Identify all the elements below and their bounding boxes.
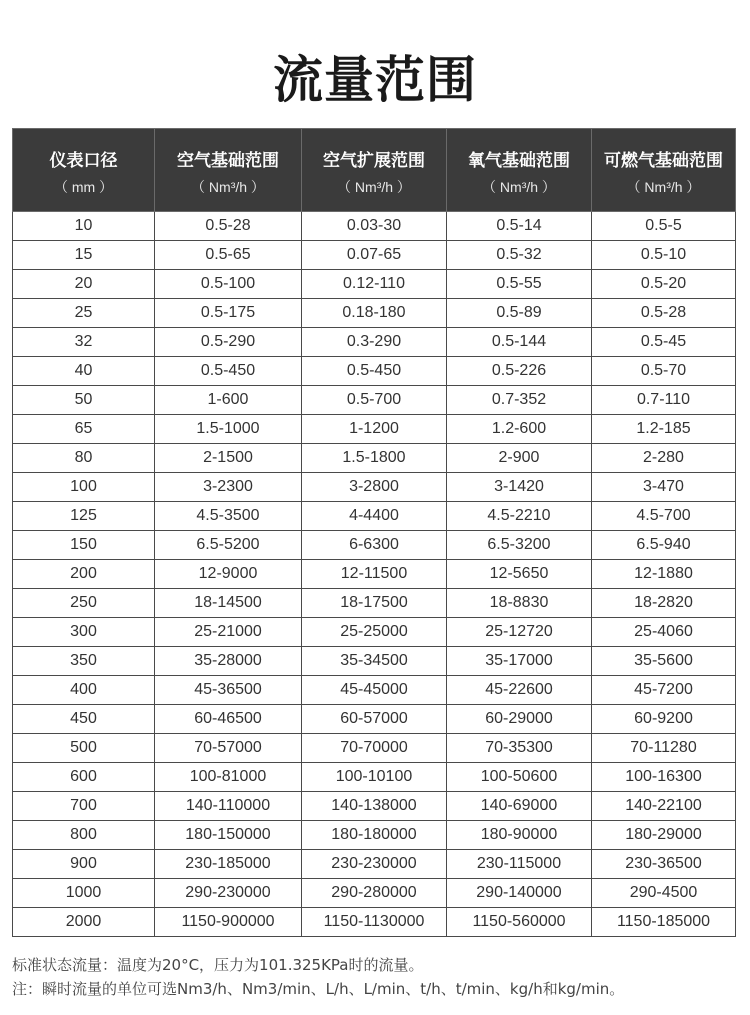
- table-cell: 0.07-65: [302, 241, 447, 270]
- table-cell: 10: [13, 212, 155, 241]
- table-cell: 25-4060: [592, 618, 736, 647]
- table-cell: 0.5-28: [592, 299, 736, 328]
- table-cell: 32: [13, 328, 155, 357]
- table-cell: 12-5650: [447, 560, 592, 589]
- table-cell: 600: [13, 763, 155, 792]
- column-header-unit: （ Nm³/h ）: [191, 178, 265, 195]
- table-cell: 0.12-110: [302, 270, 447, 299]
- table-cell: 1.5-1800: [302, 444, 447, 473]
- column-header-label: 空气基础范围: [177, 150, 279, 171]
- table-cell: 35-28000: [155, 647, 302, 676]
- table-cell: 350: [13, 647, 155, 676]
- table-cell: 35-17000: [447, 647, 592, 676]
- table-cell: 4-4400: [302, 502, 447, 531]
- table-cell: 0.5-450: [302, 357, 447, 386]
- table-cell: 45-45000: [302, 676, 447, 705]
- table-row: [13, 618, 736, 647]
- table-row: [13, 792, 736, 821]
- unit-options-note: 注：瞬时流量的单位可选Nm3/h、Nm3/min、L/h、L/min、t/h、t/min、kg/h和kg/min。: [12, 980, 625, 998]
- table-cell: 1150-900000: [155, 908, 302, 937]
- table-cell: 2-900: [447, 444, 592, 473]
- table-cell: 100-16300: [592, 763, 736, 792]
- table-row: [13, 763, 736, 792]
- header-oxygen-basic-range: [447, 129, 592, 212]
- table-cell: 60-57000: [302, 705, 447, 734]
- table-cell: 450: [13, 705, 155, 734]
- table-cell: 4.5-2210: [447, 502, 592, 531]
- table-cell: 18-2820: [592, 589, 736, 618]
- table-cell: 230-185000: [155, 850, 302, 879]
- table-cell: 25-12720: [447, 618, 592, 647]
- table-cell: 0.5-45: [592, 328, 736, 357]
- table-cell: 290-4500: [592, 879, 736, 908]
- table-cell: 140-110000: [155, 792, 302, 821]
- header-air-extended-range: [302, 129, 447, 212]
- column-header-unit: （ Nm³/h ）: [337, 178, 411, 195]
- table-row: [13, 299, 736, 328]
- table-row: [13, 647, 736, 676]
- table-row: [13, 502, 736, 531]
- table-cell: 1000: [13, 879, 155, 908]
- table-cell: 6.5-940: [592, 531, 736, 560]
- table-cell: 1.5-1000: [155, 415, 302, 444]
- table-cell: 25-25000: [302, 618, 447, 647]
- table-row: [13, 531, 736, 560]
- column-header-unit: （ Nm³/h ）: [626, 178, 701, 195]
- table-row: [13, 473, 736, 502]
- table-cell: 70-57000: [155, 734, 302, 763]
- table-cell: 140-22100: [592, 792, 736, 821]
- table-cell: 1-1200: [302, 415, 447, 444]
- table-cell: 65: [13, 415, 155, 444]
- table-cell: 1150-560000: [447, 908, 592, 937]
- table-row: [13, 270, 736, 299]
- flow-range-table: [12, 128, 736, 937]
- column-header-unit: （ Nm³/h ）: [482, 178, 556, 195]
- column-header-label: 仪表口径: [49, 150, 118, 171]
- table-cell: 25: [13, 299, 155, 328]
- table-cell: 45-36500: [155, 676, 302, 705]
- column-header-label: 空气扩展范围: [323, 150, 425, 171]
- table-cell: 180-29000: [592, 821, 736, 850]
- table-cell: 12-9000: [155, 560, 302, 589]
- table-header: [13, 129, 736, 212]
- table-cell: 100: [13, 473, 155, 502]
- table-row: [13, 850, 736, 879]
- page-title: 流量范围: [273, 51, 477, 109]
- table-cell: 700: [13, 792, 155, 821]
- table-row: [13, 821, 736, 850]
- table-cell: 800: [13, 821, 155, 850]
- table-cell: 125: [13, 502, 155, 531]
- table-cell: 18-8830: [447, 589, 592, 618]
- table-cell: 400: [13, 676, 155, 705]
- table-cell: 0.5-28: [155, 212, 302, 241]
- column-header-label: 氧气基础范围: [468, 150, 570, 171]
- table-cell: 0.5-100: [155, 270, 302, 299]
- table-cell: 45-22600: [447, 676, 592, 705]
- table-cell: 6.5-3200: [447, 531, 592, 560]
- table-cell: 250: [13, 589, 155, 618]
- table-cell: 50: [13, 386, 155, 415]
- table-cell: 2-1500: [155, 444, 302, 473]
- table-cell: 35-34500: [302, 647, 447, 676]
- table-row: [13, 241, 736, 270]
- table-cell: 180-90000: [447, 821, 592, 850]
- table-cell: 290-140000: [447, 879, 592, 908]
- table-cell: 0.5-450: [155, 357, 302, 386]
- table-cell: 80: [13, 444, 155, 473]
- table-cell: 0.5-226: [447, 357, 592, 386]
- table-cell: 4.5-700: [592, 502, 736, 531]
- table-cell: 2000: [13, 908, 155, 937]
- header-combustible-gas-basic-range: [592, 129, 736, 212]
- table-cell: 35-5600: [592, 647, 736, 676]
- header-meter-diameter: [13, 129, 155, 212]
- table-cell: 1.2-600: [447, 415, 592, 444]
- table-cell: 0.5-20: [592, 270, 736, 299]
- table-cell: 230-36500: [592, 850, 736, 879]
- table-cell: 3-1420: [447, 473, 592, 502]
- table-cell: 300: [13, 618, 155, 647]
- table-cell: 1-600: [155, 386, 302, 415]
- table-row: [13, 328, 736, 357]
- table-cell: 0.5-700: [302, 386, 447, 415]
- table-cell: 12-11500: [302, 560, 447, 589]
- table-cell: 1150-185000: [592, 908, 736, 937]
- table-row: [13, 560, 736, 589]
- table-cell: 70-11280: [592, 734, 736, 763]
- table-row: [13, 908, 736, 937]
- table-cell: 180-150000: [155, 821, 302, 850]
- table-row: [13, 415, 736, 444]
- table-cell: 140-69000: [447, 792, 592, 821]
- table-row: [13, 212, 736, 241]
- column-header-unit: （ mm ）: [53, 178, 114, 195]
- table-cell: 180-180000: [302, 821, 447, 850]
- table-cell: 0.5-55: [447, 270, 592, 299]
- table-row: [13, 705, 736, 734]
- table-cell: 45-7200: [592, 676, 736, 705]
- table-cell: 230-230000: [302, 850, 447, 879]
- table-cell: 1.2-185: [592, 415, 736, 444]
- table-cell: 290-280000: [302, 879, 447, 908]
- table-cell: 0.5-70: [592, 357, 736, 386]
- table-cell: 100-10100: [302, 763, 447, 792]
- standard-condition-note: 标准状态流量：温度为20°C，压力为101.325KPa时的流量。: [12, 956, 424, 974]
- header-row: [13, 129, 736, 212]
- table-body: [13, 212, 736, 937]
- table-cell: 150: [13, 531, 155, 560]
- table-cell: 6-6300: [302, 531, 447, 560]
- table-cell: 20: [13, 270, 155, 299]
- table-cell: 0.3-290: [302, 328, 447, 357]
- table-cell: 0.5-175: [155, 299, 302, 328]
- table-cell: 100-50600: [447, 763, 592, 792]
- table-cell: 60-29000: [447, 705, 592, 734]
- table-cell: 900: [13, 850, 155, 879]
- table-row: [13, 357, 736, 386]
- table-cell: 0.5-14: [447, 212, 592, 241]
- table-cell: 0.7-352: [447, 386, 592, 415]
- table-cell: 3-2300: [155, 473, 302, 502]
- table-row: [13, 589, 736, 618]
- table-cell: 0.18-180: [302, 299, 447, 328]
- table-cell: 12-1880: [592, 560, 736, 589]
- table-cell: 0.5-144: [447, 328, 592, 357]
- table-cell: 0.7-110: [592, 386, 736, 415]
- table-cell: 70-70000: [302, 734, 447, 763]
- table-cell: 3-2800: [302, 473, 447, 502]
- table-cell: 70-35300: [447, 734, 592, 763]
- table-row: [13, 734, 736, 763]
- table-cell: 18-17500: [302, 589, 447, 618]
- table-cell: 15: [13, 241, 155, 270]
- table-cell: 25-21000: [155, 618, 302, 647]
- table-cell: 200: [13, 560, 155, 589]
- table-cell: 1150-1130000: [302, 908, 447, 937]
- table-cell: 0.03-30: [302, 212, 447, 241]
- table-cell: 18-14500: [155, 589, 302, 618]
- table-row: [13, 879, 736, 908]
- table-cell: 0.5-10: [592, 241, 736, 270]
- table-cell: 0.5-5: [592, 212, 736, 241]
- table-row: [13, 676, 736, 705]
- header-air-basic-range: [155, 129, 302, 212]
- table-cell: 60-9200: [592, 705, 736, 734]
- table-cell: 6.5-5200: [155, 531, 302, 560]
- table-cell: 100-81000: [155, 763, 302, 792]
- table-cell: 230-115000: [447, 850, 592, 879]
- table-cell: 290-230000: [155, 879, 302, 908]
- table-cell: 140-138000: [302, 792, 447, 821]
- column-header-label: 可燃气基础范围: [604, 150, 723, 171]
- table-cell: 3-470: [592, 473, 736, 502]
- table-row: [13, 386, 736, 415]
- table-cell: 0.5-32: [447, 241, 592, 270]
- table-cell: 500: [13, 734, 155, 763]
- table-cell: 0.5-65: [155, 241, 302, 270]
- table-row: [13, 444, 736, 473]
- table-cell: 0.5-290: [155, 328, 302, 357]
- table-cell: 0.5-89: [447, 299, 592, 328]
- table-cell: 2-280: [592, 444, 736, 473]
- table-cell: 60-46500: [155, 705, 302, 734]
- table-cell: 40: [13, 357, 155, 386]
- table-cell: 4.5-3500: [155, 502, 302, 531]
